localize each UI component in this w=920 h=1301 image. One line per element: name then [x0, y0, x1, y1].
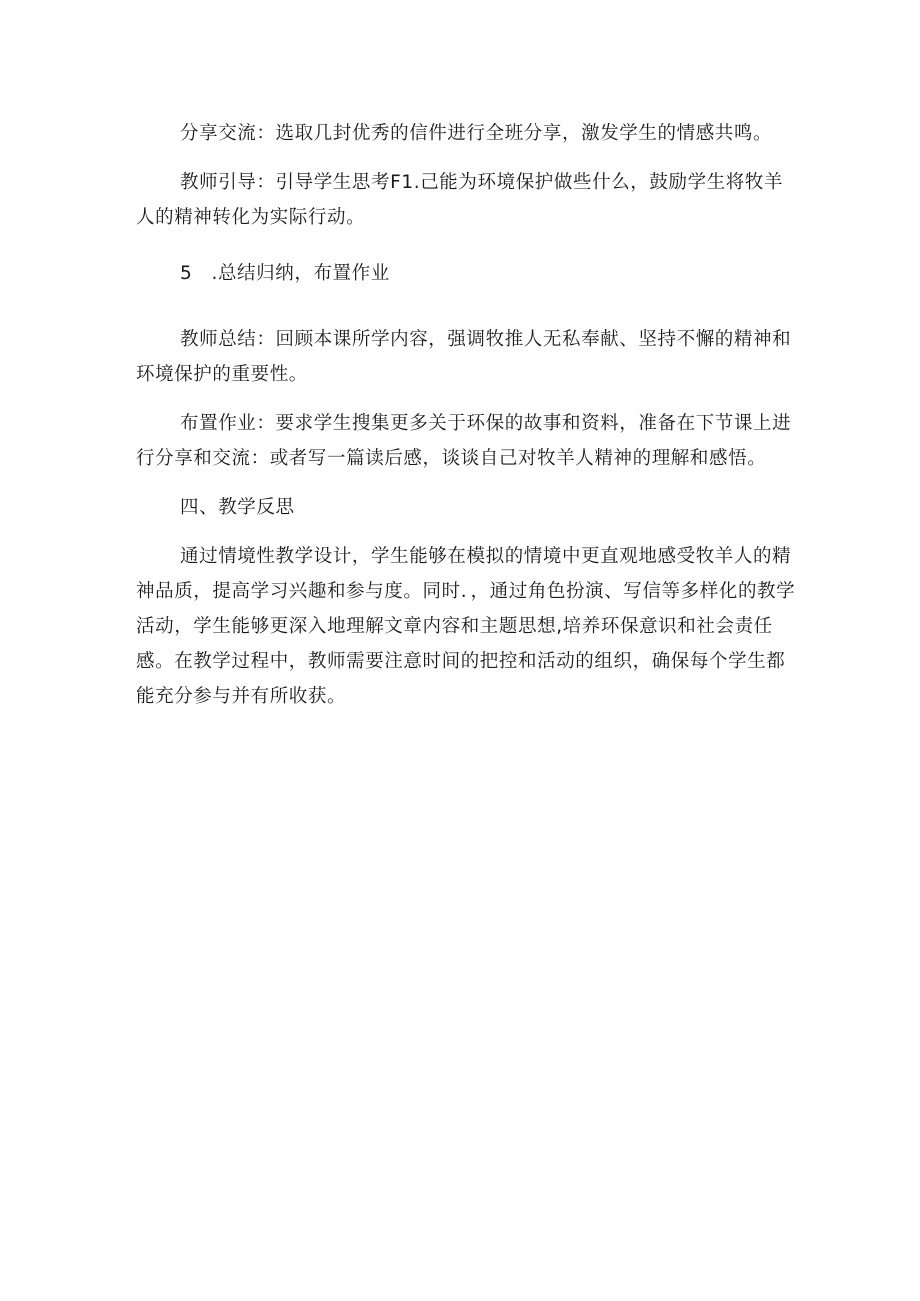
paragraph-teacher-guidance: 教师引导：引导学生思考F1.己能为环境保护做些什么，鼓励学生将牧羊人的精神转化为实际行动。	[136, 172, 784, 228]
section-heading-reflection: 四、教学反思	[180, 497, 295, 518]
document-body	[136, 116, 796, 714]
paragraph-homework: 布置作业：要求学生搜集更多关于环保的故事和资料，准备在下节课上进行分享和交流：或者写一篇读后感，谈谈自己对牧羊人精神的理解和感悟。	[136, 413, 792, 469]
paragraph-teacher-summary: 教师总结：回顾本课所学内容，强调牧推人无私奉献、坚持不懈的精神和环境保护的重要性。	[136, 329, 792, 385]
paragraph-reflection: 通过情境性教学设计，学生能够在模拟的情境中更直观地感受牧羊人的精神品质，提高学习兴趣和参与度。同时．，通过角色扮演、写信等多样化的教学活动，学生能够更深入地理解文章内容和主题思想,培养环保意识和社会责任感。在教学过程中，教师需要注意时间的把控和活动的组织，确保每个学生都能充分参与并有所收获。	[136, 546, 796, 707]
paragraph-sharing: 分享交流：选取几封优秀的信件进行全班分享，激发学生的情感共鸣。	[180, 123, 773, 144]
section-heading-summary: 5 .总结归纳，布置作业	[180, 263, 390, 284]
